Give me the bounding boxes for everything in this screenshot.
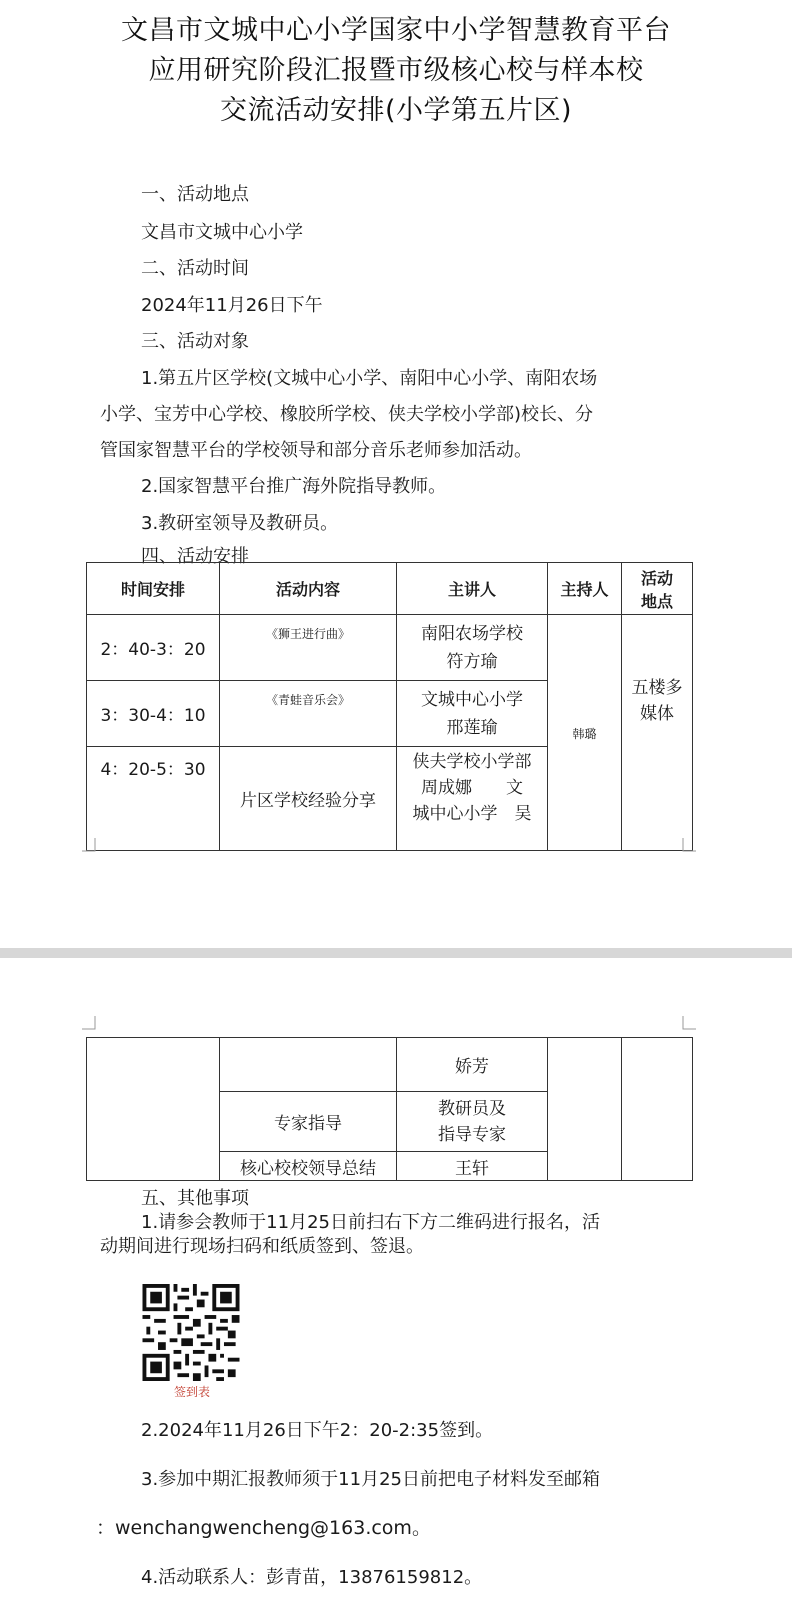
row-speaker <box>397 1092 548 1152</box>
row-time: 3：30-4：10 <box>87 681 220 747</box>
row-speaker <box>397 747 548 851</box>
page-corner-mark <box>82 1016 96 1030</box>
contact-email[interactable]: ：wenchangwencheng@163.com。 <box>96 1517 431 1539</box>
speaker-line: 侠夫学校小学部 <box>412 752 532 772</box>
header-venue-line-2: 地点 <box>640 591 673 611</box>
audience-item-1-line-3: 管国家智慧平台的学校领导和部分音乐老师参加活动。 <box>100 440 532 461</box>
time-text: 2024年11月26日下午 <box>141 295 323 316</box>
table-row <box>87 1038 693 1092</box>
time-heading: 二、活动时间 <box>141 258 249 279</box>
row-speaker <box>397 681 548 747</box>
speaker-line: 文城中心小学 <box>421 689 523 710</box>
arrangement-heading: 四、活动安排 <box>141 546 249 567</box>
table-row <box>87 615 693 681</box>
row-time: 4：20-5：30 <box>87 747 220 851</box>
row-speaker <box>397 615 548 681</box>
title-line-3: 交流活动安排(小学第五片区) <box>219 95 573 126</box>
other-item-4: 4.活动联系人：彭青苗，13876159812。 <box>141 1567 483 1588</box>
row-time: 2：40-3：20 <box>87 615 220 681</box>
venue-cell <box>622 1038 693 1181</box>
row-content <box>220 681 397 747</box>
audience-heading: 三、活动对象 <box>141 331 249 352</box>
page-corner-mark <box>82 838 96 852</box>
header-content: 活动内容 <box>220 563 397 615</box>
qr-code-label: 签到表 <box>174 1385 211 1399</box>
row-content <box>220 615 397 681</box>
title-line-1: 文昌市文城中心小学国家中小学智慧教育平台 <box>121 15 671 46</box>
audience-item-2: 2.国家智慧平台推广海外院指导教师。 <box>141 476 447 497</box>
page-corner-mark <box>682 838 696 852</box>
speaker-line: 城中心小学 吴 <box>412 804 532 824</box>
schedule-table-continued <box>86 1037 693 1181</box>
venue-line-1: 五楼多 <box>631 678 683 698</box>
location-heading: 一、活动地点 <box>141 184 249 205</box>
row-time <box>87 1038 220 1181</box>
venue-cell <box>622 615 693 851</box>
header-venue <box>622 563 693 615</box>
speaker-line: 南阳农场学校 <box>421 623 523 644</box>
speaker-line: 周成娜 文 <box>421 778 523 798</box>
header-time: 时间安排 <box>87 563 220 615</box>
other-heading: 五、其他事项 <box>141 1188 249 1209</box>
host-cell <box>548 1038 622 1181</box>
row-speaker: 娇芳 <box>397 1038 548 1092</box>
other-item-1-line-2: 动期间进行现场扫码和纸质签到、签退。 <box>100 1236 424 1257</box>
row-content-text: 《青蛙音乐会》 <box>265 693 350 707</box>
schedule-table <box>86 562 693 851</box>
host-name: 韩璐 <box>572 726 597 741</box>
speaker-line: 指导专家 <box>438 1124 506 1145</box>
location-text: 文昌市文城中心小学 <box>141 222 303 243</box>
other-item-3: 3.参加中期汇报教师须于11月25日前把电子材料发至邮箱 <box>141 1469 600 1490</box>
title-line-2: 应用研究阶段汇报暨市级核心校与样本校 <box>148 55 644 86</box>
header-host: 主持人 <box>548 563 622 615</box>
speaker-line: 教研员及 <box>438 1098 506 1119</box>
audience-item-3: 3.教研室领导及教研员。 <box>141 513 339 534</box>
venue-line-2: 媒体 <box>640 704 674 724</box>
other-item-2: 2.2024年11月26日下午2：20-2:35签到。 <box>141 1420 494 1441</box>
row-content: 片区学校经验分享 <box>220 747 397 851</box>
row-content: 核心校校领导总结 <box>220 1152 397 1181</box>
header-venue-line-1: 活动 <box>640 568 673 588</box>
other-item-1-line-1: 1.请参会教师于11月25日前扫右下方二维码进行报名，活 <box>141 1212 600 1233</box>
audience-item-1-line-2: 小学、宝芳中心学校、橡胶所学校、侠夫学校小学部)校长、分 <box>100 404 594 425</box>
speaker-line: 邢莲瑜 <box>446 717 498 738</box>
row-content-text: 《狮王进行曲》 <box>265 627 350 641</box>
speaker-line: 符方瑜 <box>446 651 498 672</box>
qr-code-icon[interactable] <box>141 1284 241 1381</box>
host-cell <box>548 615 622 851</box>
table-header-row <box>87 563 693 615</box>
row-speaker: 王轩 <box>397 1152 548 1181</box>
header-speaker: 主讲人 <box>397 563 548 615</box>
audience-item-1-line-1: 1.第五片区学校(文城中心小学、南阳中心小学、南阳农场 <box>141 368 598 389</box>
row-content <box>220 1038 397 1092</box>
page-break-gap <box>0 948 792 958</box>
row-content: 专家指导 <box>220 1092 397 1152</box>
page-corner-mark <box>682 1016 696 1030</box>
